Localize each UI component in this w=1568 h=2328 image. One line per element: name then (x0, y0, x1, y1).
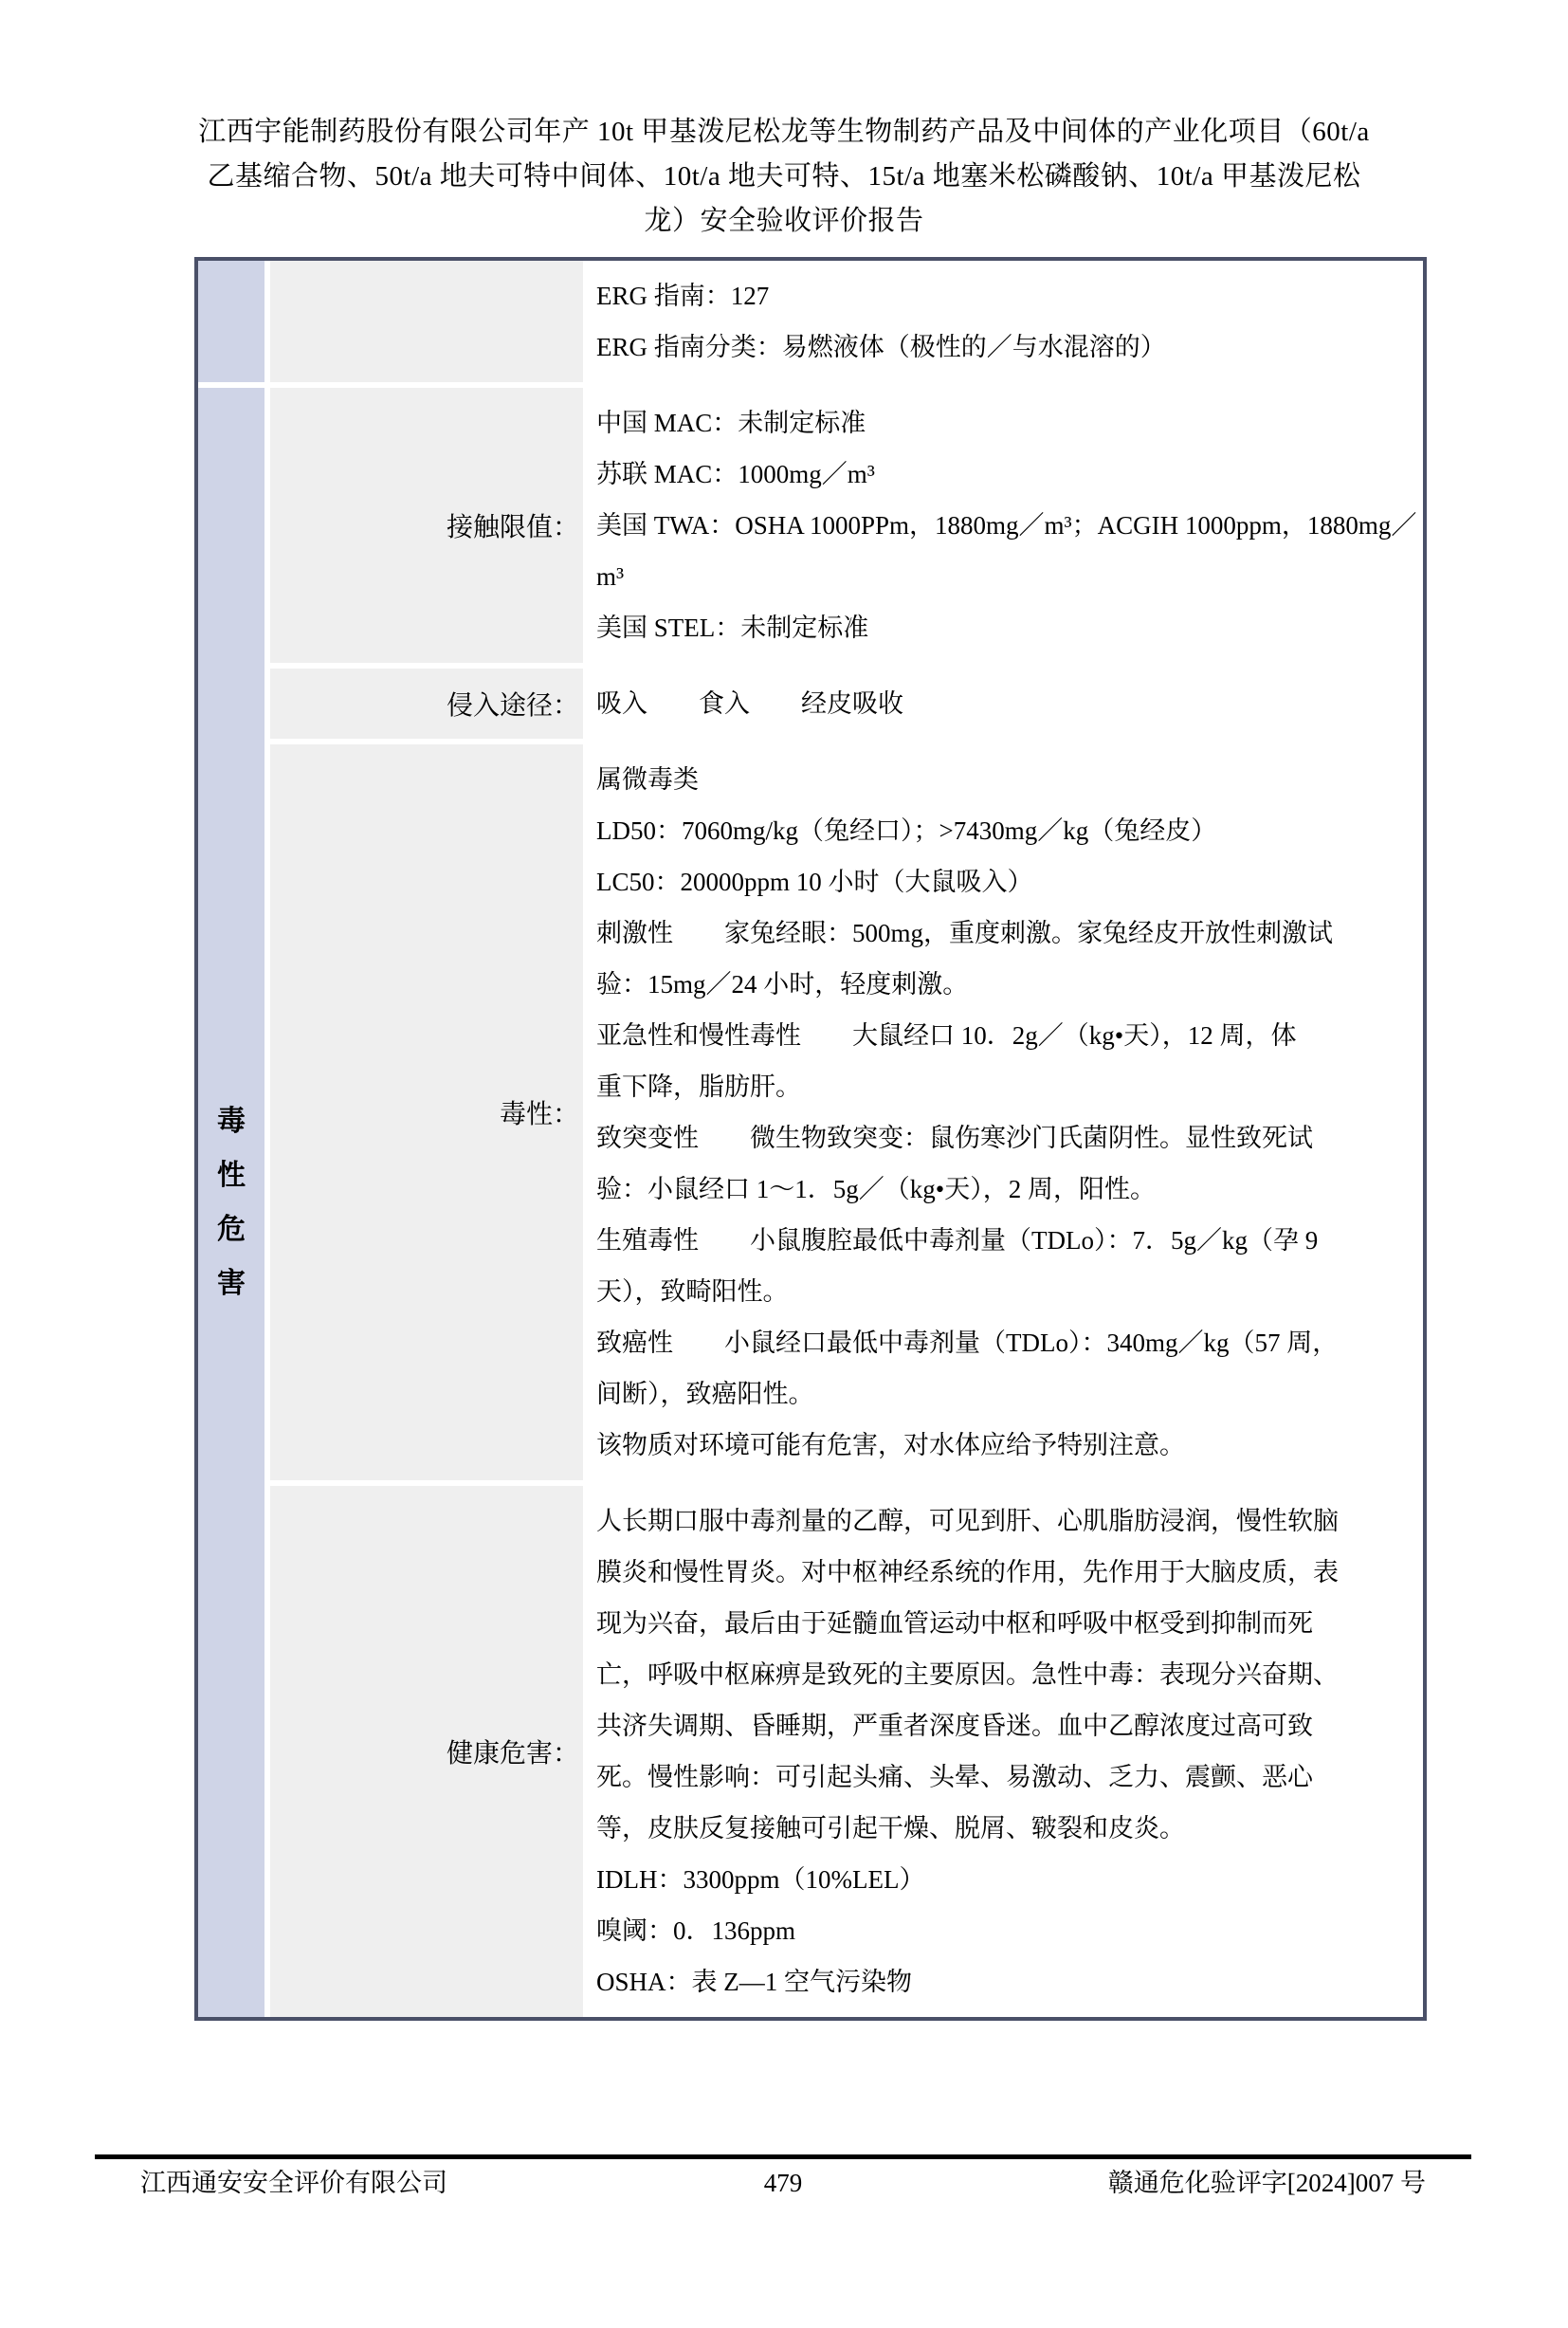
content-line: 等，皮肤反复接触可引起干燥、脱屑、皲裂和皮炎。 (596, 1814, 1185, 1842)
row-label-exposure-limits: 接触限值： (270, 388, 583, 663)
side-label-char: 危 (217, 1214, 246, 1245)
row-label-toxicity: 毒性： (270, 744, 583, 1480)
footer-rule (95, 2154, 1471, 2159)
content-line: IDLH：3300ppm（10%LEL） (596, 1865, 925, 1894)
row-label-erg (270, 261, 583, 382)
content-line: 验：15mg／24 小时，轻度刺激。 (596, 970, 969, 999)
content-line: 死。慢性影响：可引起头痛、头晕、易激动、乏力、震颤、恶心 (596, 1763, 1313, 1791)
content-line: 膜炎和慢性胃炎。对中枢神经系统的作用，先作用于大脑皮质，表 (596, 1558, 1339, 1586)
footer-doc-number: 赣通危化验评字[2024]007 号 (1107, 2169, 1426, 2197)
content-line: 间断），致癌阳性。 (596, 1380, 814, 1408)
side-label-char: 害 (217, 1268, 246, 1299)
content-line: 属微毒类 (596, 765, 699, 794)
content-line: ERG 指南分类：易燃液体（极性的／与水混溶的） (596, 333, 1166, 361)
content-line: 美国 STEL：未制定标准 (596, 614, 869, 642)
content-line: 亚急性和慢性毒性 大鼠经口 10．2g／（kg•天），12 周，体 (596, 1021, 1297, 1050)
report-title-line-3: 龙）安全验收评价报告 (644, 206, 924, 236)
content-line: ERG 指南：127 (596, 282, 770, 310)
content-line: 亡，呼吸中枢麻痹是致死的主要原因。急性中毒：表现分兴奋期、 (596, 1660, 1339, 1689)
content-line: 验：小鼠经口 1～1．5g／（kg•天），2 周，阳性。 (596, 1175, 1156, 1203)
row-label-health-hazard: 健康危害： (270, 1486, 583, 2017)
row-content-toxicity (589, 744, 1423, 1480)
page-number: 479 (763, 2169, 803, 2197)
content-line: 生殖毒性 小鼠腹腔最低中毒剂量（TDLo）：7．5g／kg（孕 9 (596, 1226, 1319, 1255)
side-cell-continuation (198, 261, 264, 382)
content-line: 重下降，脂肪肝。 (596, 1072, 801, 1101)
content-line: m³ (596, 562, 625, 591)
row-content-health-hazard (589, 1486, 1423, 2017)
toxicity-hazard-table (194, 257, 1427, 2021)
content-line: 苏联 MAC：1000mg／m³ (596, 460, 875, 488)
content-line: OSHA：表 Z—1 空气污染物 (596, 1968, 913, 1996)
content-line: 嗅阈：0．136ppm (596, 1916, 796, 1945)
content-line: 美国 TWA：OSHA 1000PPm，1880mg／m³；ACGIH 1000ppm，1880mg／ (596, 511, 1417, 540)
content-line: 共济失调期、昏睡期，严重者深度昏迷。血中乙醇浓度过高可致 (596, 1712, 1313, 1740)
row-label-entry-routes: 侵入途径： (270, 669, 583, 739)
side-label-char: 性 (217, 1160, 246, 1191)
side-cell-toxicity-hazard (198, 388, 264, 2017)
content-line: LC50：20000ppm 10 小时（大鼠吸入） (596, 868, 1033, 896)
content-line: 致癌性 小鼠经口最低中毒剂量（TDLo）：340mg／kg（57 周， (596, 1329, 1339, 1357)
content-line: 中国 MAC：未制定标准 (596, 409, 866, 437)
content-line: 现为兴奋，最后由于延髓血管运动中枢和呼吸中枢受到抑制而死 (596, 1609, 1313, 1638)
side-label-char: 毒 (217, 1106, 246, 1137)
footer-text-row (95, 2167, 1471, 2199)
content-line: 该物质对环境可能有危害，对水体应给予特别注意。 (596, 1431, 1185, 1459)
report-title-line-2: 乙基缩合物、50t/a 地夫可特中间体、10t/a 地夫可特、15t/a 地塞米松磷酸钠、10t/a 甲基泼尼松 (207, 161, 1361, 192)
page-footer (95, 2154, 1471, 2199)
content-line: 刺激性 家兔经眼：500mg，重度刺激。家兔经皮开放性刺激试 (596, 919, 1334, 947)
report-title-line-1: 江西宇能制药股份有限公司年产 10t 甲基泼尼松龙等生物制药产品及中间体的产业化项目（60t/a (198, 117, 1370, 147)
content-line: LD50：7060mg/kg（兔经口）；>7430mg／kg（兔经皮） (596, 816, 1217, 845)
report-title (66, 110, 1502, 244)
content-line: 天），致畸阳性。 (596, 1277, 789, 1306)
content-line: 人长期口服中毒剂量的乙醇，可见到肝、心肌脂肪浸润，慢性软脑 (596, 1507, 1339, 1535)
content-line: 吸入 食入 经皮吸收 (596, 689, 903, 718)
footer-company: 江西通安安全评价有限公司 (140, 2169, 447, 2197)
row-content-erg (589, 261, 1423, 382)
content-line: 致突变性 微生物致突变：鼠伤寒沙门氏菌阴性。显性致死试 (596, 1124, 1313, 1152)
row-content-exposure-limits (589, 388, 1423, 663)
row-content-entry-routes (589, 669, 1423, 739)
